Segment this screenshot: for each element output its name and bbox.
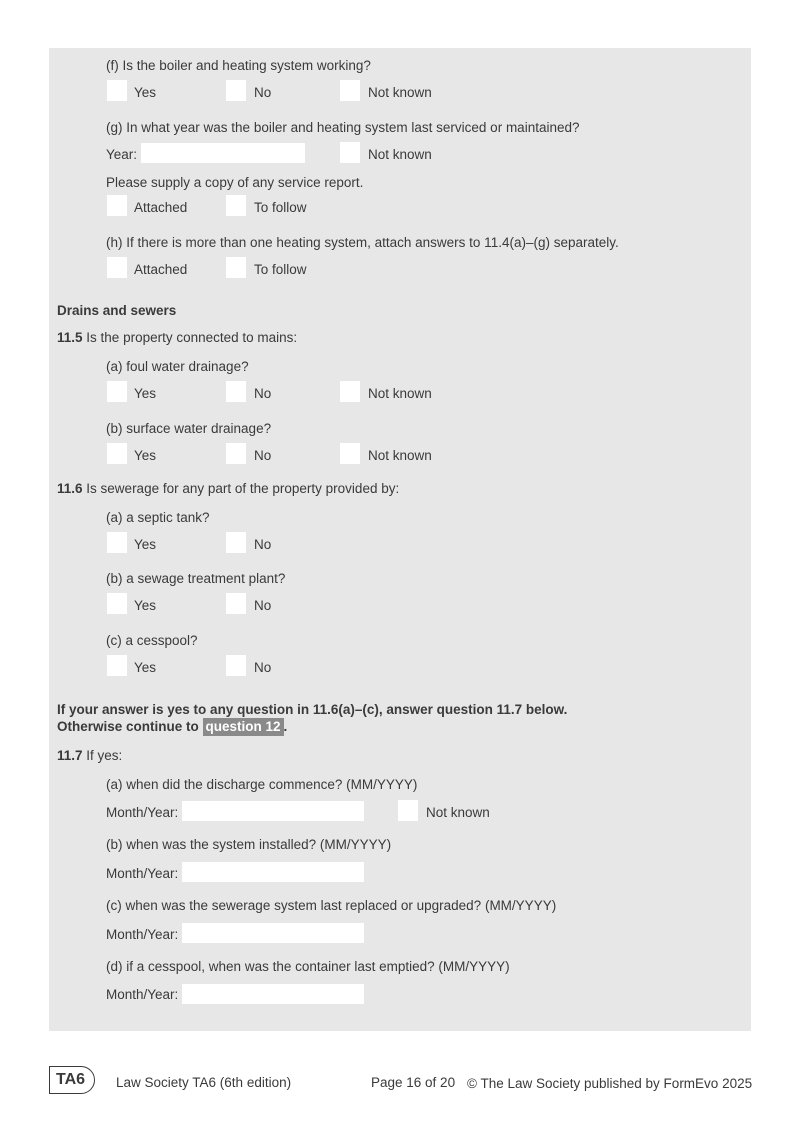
- question-number: 11.5: [57, 330, 83, 345]
- question-text: Is sewerage for any part of the property provided by:: [86, 481, 400, 496]
- year-field[interactable]: [141, 143, 305, 163]
- label-6b-yes: Yes: [134, 598, 157, 613]
- instruction-prefix: Otherwise continue to: [57, 719, 199, 734]
- ta6-logo: TA6: [49, 1066, 95, 1094]
- label-f-no: No: [254, 85, 272, 100]
- month-year-field-a[interactable]: [182, 801, 364, 821]
- question-11-6-b: (b) a sewage treatment plant?: [106, 571, 286, 586]
- checkbox-6b-no[interactable]: [226, 593, 246, 614]
- year-label: Year:: [106, 147, 138, 162]
- checkbox-6a-no[interactable]: [226, 532, 246, 553]
- footer-page-number: Page 16 of 20: [371, 1075, 456, 1090]
- month-year-label-b: Month/Year:: [106, 866, 179, 881]
- month-year-field-b[interactable]: [182, 862, 364, 882]
- page-footer: [0, 1066, 800, 1106]
- footer-edition: Law Society TA6 (6th edition): [116, 1075, 292, 1090]
- checkbox-6a-yes[interactable]: [107, 532, 127, 553]
- checkbox-g-to-follow[interactable]: [226, 195, 246, 216]
- checkbox-6c-no[interactable]: [226, 655, 246, 676]
- checkbox-h-attached[interactable]: [107, 257, 127, 278]
- question-11-7-c: (c) when was the sewerage system last replaced or upgraded? (MM/YYYY): [106, 898, 557, 913]
- question-text: If yes:: [86, 748, 123, 763]
- label-h-attached: Attached: [134, 262, 188, 277]
- label-6a-yes: Yes: [134, 537, 157, 552]
- label-6c-no: No: [254, 660, 272, 675]
- checkbox-f-yes[interactable]: [107, 80, 127, 101]
- question-11-4-h: (h) If there is more than one heating system, attach answers to 11.4(a)–(g) separately.: [106, 235, 619, 250]
- month-year-field-d[interactable]: [182, 984, 364, 1004]
- question-11-6-c: (c) a cesspool?: [106, 633, 198, 648]
- month-year-field-c[interactable]: [182, 923, 364, 943]
- label-g-attached: Attached: [134, 200, 188, 215]
- instruction-suffix: .: [283, 719, 288, 734]
- checkbox-7a-not-known[interactable]: [398, 800, 418, 821]
- question-text: Is the property connected to mains:: [86, 330, 298, 345]
- question-11-7-b: (b) when was the system installed? (MM/YYYY): [106, 837, 392, 852]
- footer-copyright: © The Law Society published by FormEvo 2025: [467, 1076, 753, 1091]
- instruction-line-2: [57, 718, 287, 736]
- instruction-line-1: If your answer is yes to any question in 11.6(a)–(c), answer question 11.7 below.: [57, 702, 568, 717]
- section-heading-drains: Drains and sewers: [57, 303, 177, 318]
- checkbox-g-attached[interactable]: [107, 195, 127, 216]
- question-11-7-d: (d) if a cesspool, when was the container last emptied? (MM/YYYY): [106, 959, 510, 974]
- checkbox-5a-no[interactable]: [226, 381, 246, 402]
- checkbox-h-to-follow[interactable]: [226, 257, 246, 278]
- month-year-label-c: Month/Year:: [106, 927, 179, 942]
- question-11-7: [57, 748, 122, 764]
- checkbox-g-not-known[interactable]: [340, 142, 360, 163]
- question-12-link[interactable]: question 12: [203, 718, 284, 736]
- checkbox-5b-not-known[interactable]: [340, 443, 360, 464]
- label-f-yes: Yes: [134, 85, 157, 100]
- month-year-label-a: Month/Year:: [106, 805, 179, 820]
- checkbox-6b-yes[interactable]: [107, 593, 127, 614]
- label-5b-no: No: [254, 448, 272, 463]
- question-11-7-a: (a) when did the discharge commence? (MM/YYYY): [106, 777, 418, 792]
- label-5a-not-known: Not known: [368, 386, 432, 401]
- checkbox-5b-yes[interactable]: [107, 443, 127, 464]
- label-7a-not-known: Not known: [426, 805, 490, 820]
- question-number: 11.6: [57, 481, 83, 496]
- question-11-5-a: (a) foul water drainage?: [106, 359, 249, 374]
- label-5b-not-known: Not known: [368, 448, 432, 463]
- label-6c-yes: Yes: [134, 660, 157, 675]
- checkbox-f-not-known[interactable]: [340, 80, 360, 101]
- checkbox-6c-yes[interactable]: [107, 655, 127, 676]
- label-6b-no: No: [254, 598, 272, 613]
- checkbox-5a-yes[interactable]: [107, 381, 127, 402]
- question-11-4-f: (f) Is the boiler and heating system working?: [106, 58, 371, 73]
- label-5b-yes: Yes: [134, 448, 157, 463]
- label-g-to-follow: To follow: [254, 200, 307, 215]
- question-11-5-b: (b) surface water drainage?: [106, 421, 272, 436]
- label-h-to-follow: To follow: [254, 262, 307, 277]
- label-5a-no: No: [254, 386, 272, 401]
- checkbox-f-no[interactable]: [226, 80, 246, 101]
- label-g-not-known: Not known: [368, 147, 432, 162]
- checkbox-5b-no[interactable]: [226, 443, 246, 464]
- question-number: 11.7: [57, 748, 83, 763]
- month-year-label-d: Month/Year:: [106, 987, 179, 1002]
- label-5a-yes: Yes: [134, 386, 157, 401]
- question-11-5: [57, 330, 297, 346]
- label-6a-no: No: [254, 537, 272, 552]
- question-11-6-a: (a) a septic tank?: [106, 510, 210, 525]
- supply-copy-text: Please supply a copy of any service report.: [106, 175, 364, 190]
- question-11-4-g: (g) In what year was the boiler and heating system last serviced or maintained?: [106, 120, 580, 135]
- label-f-not-known: Not known: [368, 85, 432, 100]
- question-11-6: [57, 481, 399, 497]
- checkbox-5a-not-known[interactable]: [340, 381, 360, 402]
